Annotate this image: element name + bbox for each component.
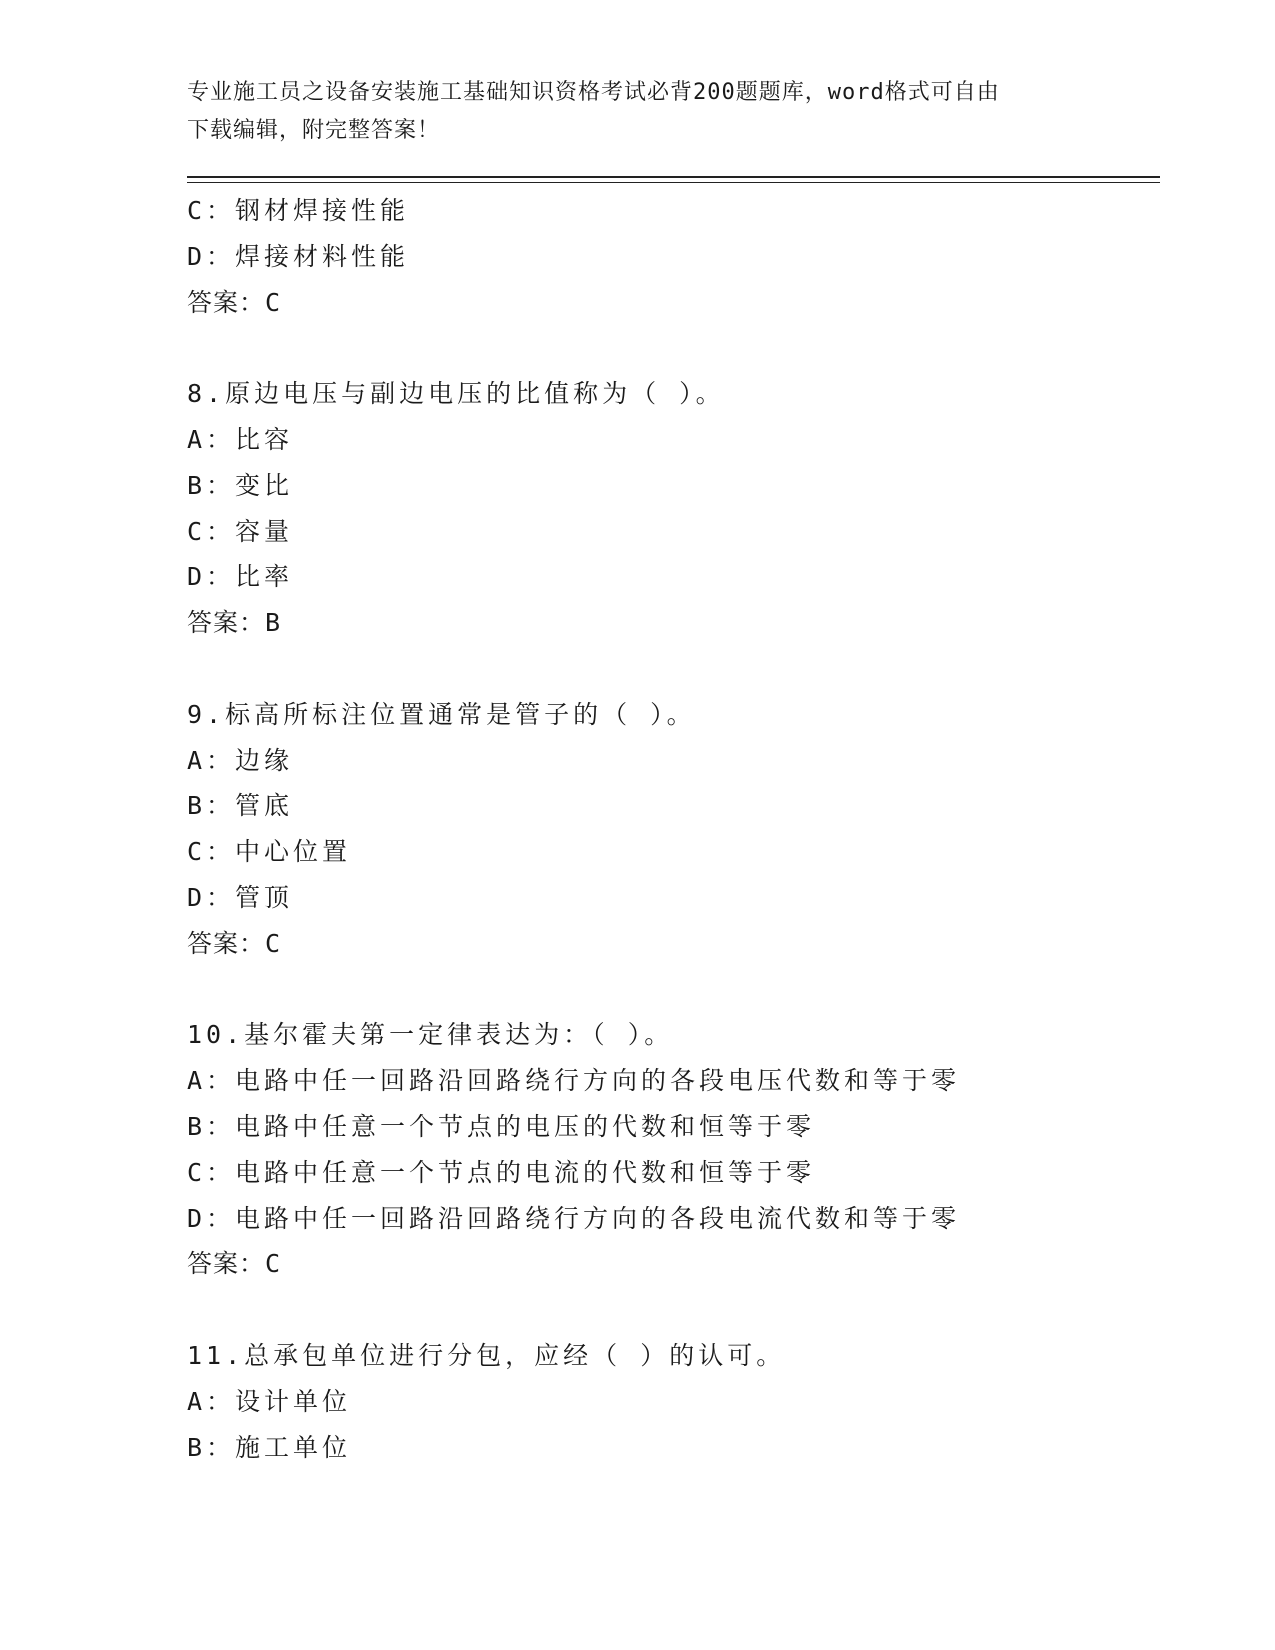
option-d: D：管顶 xyxy=(187,882,294,912)
answer: 答案：B xyxy=(187,608,282,638)
option-c: C：钢材焊接性能 xyxy=(187,196,410,225)
document-header xyxy=(187,74,1087,150)
question-stem: 10.基尔霍夫第一定律表达为：（ ）。 xyxy=(187,1020,674,1050)
question-stem: 9.标高所标注位置通常是管子的（ ）。 xyxy=(187,699,696,729)
spacer xyxy=(187,646,1160,692)
spacer xyxy=(187,1287,1160,1333)
option-c: C：容量 xyxy=(187,516,294,546)
option-b: B：电路中任意一个节点的电压的代数和恒等于零 xyxy=(187,1111,816,1141)
question-list xyxy=(187,188,1160,1470)
option-d: D：电路中任一回路沿回路绕行方向的各段电流代数和等于零 xyxy=(187,1203,961,1233)
question-10 xyxy=(187,1012,1160,1287)
answer: 答案：C xyxy=(187,287,282,317)
answer: 答案：C xyxy=(187,1249,282,1279)
header-divider-thick xyxy=(187,176,1160,178)
question-stem: 8.原边电压与副边电压的比值称为（ ）。 xyxy=(187,379,725,409)
answer: 答案：C xyxy=(187,928,282,958)
option-b: B：管底 xyxy=(187,791,294,821)
header-line-2: 下载编辑，附完整答案！ xyxy=(187,118,441,143)
option-c: C：电路中任意一个节点的电流的代数和恒等于零 xyxy=(187,1157,816,1187)
question-8 xyxy=(187,371,1160,646)
option-a: A：电路中任一回路沿回路绕行方向的各段电压代数和等于零 xyxy=(187,1066,961,1096)
option-d: D：焊接材料性能 xyxy=(187,241,410,271)
option-a: A：设计单位 xyxy=(187,1386,352,1416)
spacer xyxy=(187,325,1160,371)
question-9 xyxy=(187,692,1160,967)
header-divider-thin xyxy=(187,182,1160,183)
option-c: C：中心位置 xyxy=(187,837,352,867)
spacer xyxy=(187,967,1160,1013)
option-d: D：比率 xyxy=(187,562,294,592)
question-11 xyxy=(187,1333,1160,1470)
option-b: B：变比 xyxy=(187,470,294,500)
question-stem: 11.总承包单位进行分包，应经（ ）的认可。 xyxy=(187,1340,786,1370)
question-7-tail xyxy=(187,188,1160,325)
header-line-1: 专业施工员之设备安装施工基础知识资格考试必背200题题库，word格式可自由 xyxy=(187,80,1000,105)
option-b: B：施工单位 xyxy=(187,1432,352,1462)
option-a: A：边缘 xyxy=(187,745,294,775)
option-a: A：比容 xyxy=(187,424,294,454)
